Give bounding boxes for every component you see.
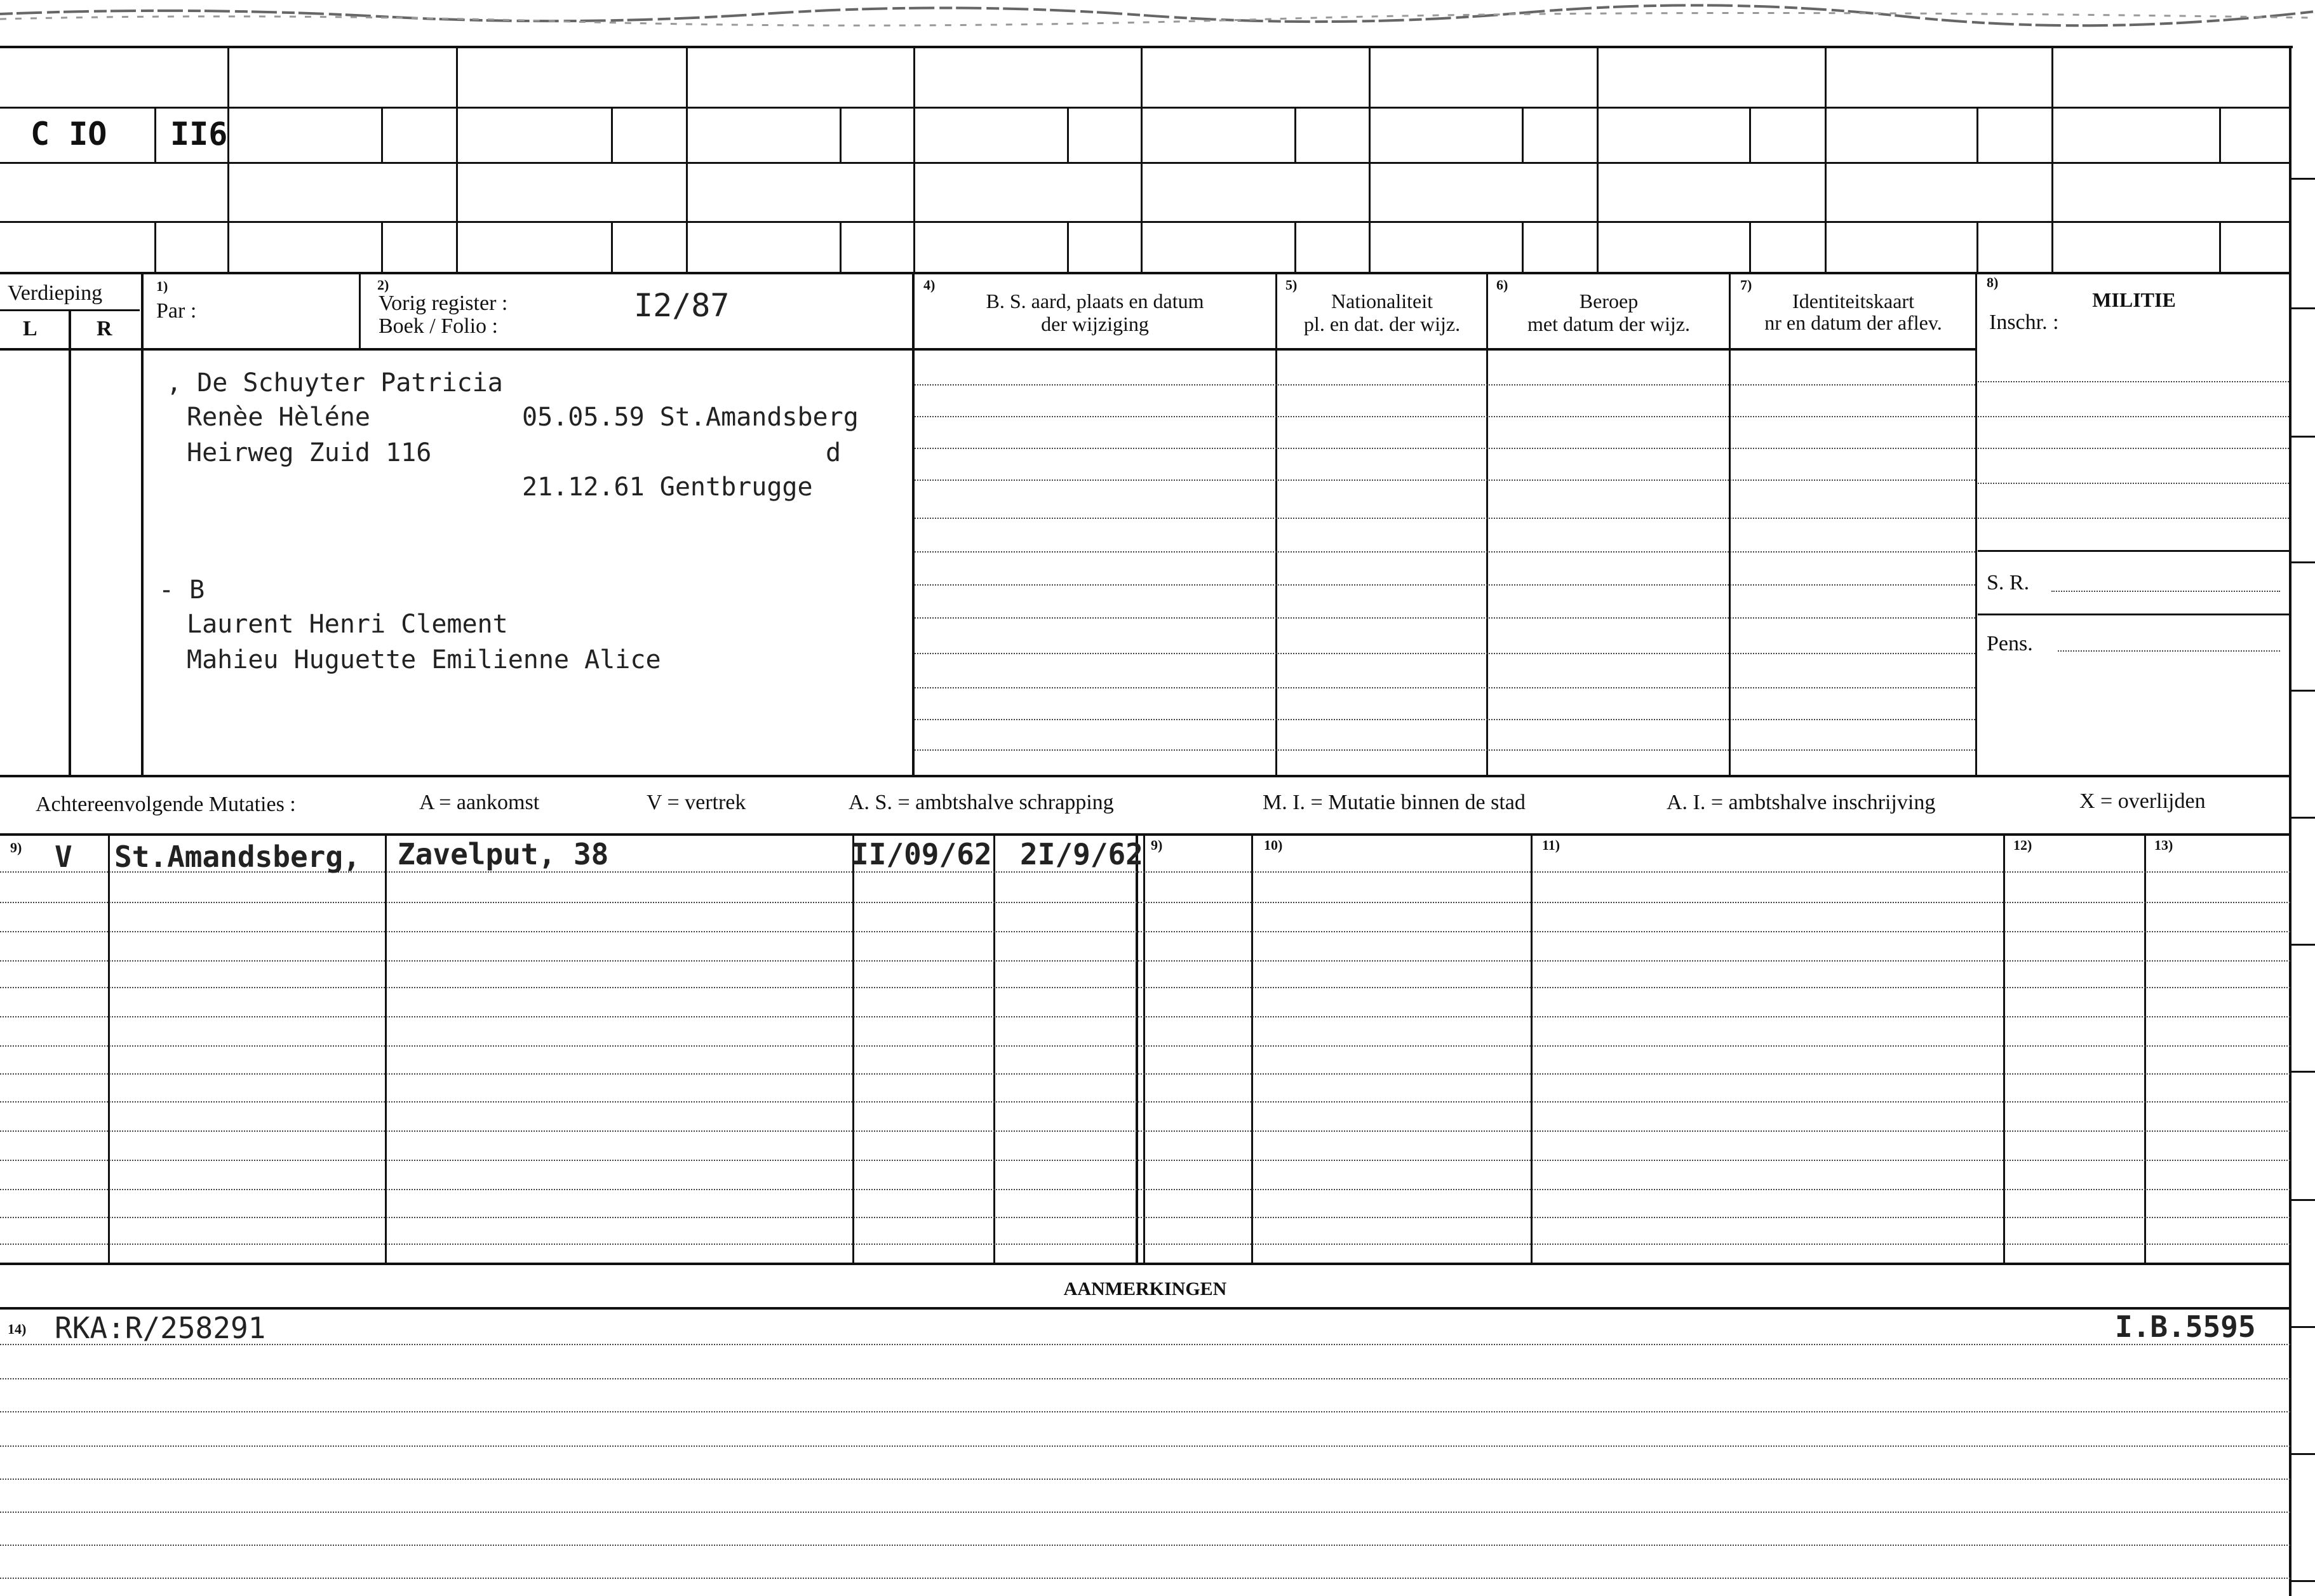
dotted-line [1978, 416, 2289, 417]
dotted-line [915, 584, 1975, 586]
nationality-header-1: Nationaliteit [1331, 290, 1433, 312]
dotted-line [0, 1545, 2290, 1546]
mutation-type: V [55, 840, 72, 874]
right-border [2289, 46, 2292, 1596]
r-label: R [97, 317, 112, 340]
grid-line [1136, 833, 1138, 1263]
edge-tick [2292, 1453, 2315, 1455]
l-label: L [23, 317, 37, 340]
edge-tick [2292, 1199, 2315, 1201]
grid-line [1141, 46, 1143, 272]
legend-as: A. S. = ambtshalve schrapping [849, 791, 1114, 814]
edge-tick [2292, 1071, 2315, 1073]
dotted-line [915, 479, 1975, 481]
pens-label: Pens. [1987, 632, 2033, 655]
grid-line [1294, 221, 1296, 272]
grid-line [0, 1307, 2290, 1310]
d-marker: d [826, 438, 842, 467]
grid-line [0, 272, 2290, 274]
vorig-register-value: I2/87 [634, 287, 730, 324]
grid-line [1825, 46, 1827, 272]
section-line [0, 775, 2290, 777]
dotted-line [0, 1479, 2290, 1480]
legend-ai: A. I. = ambtshalve inschrijving [1667, 791, 1936, 814]
scan-edge-noise [0, 0, 2315, 38]
grid-line [840, 221, 842, 272]
dotted-line [0, 1344, 2290, 1345]
militie-header: MILITIE [2092, 288, 2176, 311]
dotted-line [1978, 518, 2289, 519]
edge-tick [2292, 817, 2315, 819]
bs-header-2: der wijziging [1041, 312, 1149, 335]
edge-tick [2292, 690, 2315, 692]
grid-line [0, 221, 2290, 223]
dotted-line [0, 902, 2290, 903]
grid-line [912, 272, 915, 776]
edge-tick [2292, 1580, 2315, 1582]
grid-line [840, 107, 842, 162]
edge-tick [2292, 1326, 2315, 1328]
code-ii6: II6 [170, 116, 228, 152]
grid-line [1369, 46, 1371, 272]
birth-info: 05.05.59 St.Amandsberg [522, 403, 859, 432]
dotted-line [0, 931, 2290, 932]
vorig-register-label: Vorig register : [379, 292, 508, 315]
dotted-line [1978, 483, 2289, 484]
field-number: 4) [923, 277, 936, 293]
b-marker: - B [159, 575, 205, 605]
id-header-2: nr en datum der aflev. [1764, 311, 1942, 334]
grid-line [1978, 550, 2289, 552]
grid-line [1749, 221, 1751, 272]
dotted-line [915, 687, 1975, 688]
grid-line [1975, 272, 1977, 776]
field-number: 9) [1151, 837, 1163, 853]
beroep-header-2: met datum der wijz. [1527, 312, 1690, 335]
dotted-line [0, 1073, 2290, 1075]
grid-line [154, 221, 156, 272]
edge-tick [2292, 178, 2315, 180]
field-number: 7) [1740, 277, 1752, 293]
grid-line [611, 221, 613, 272]
grid-line [69, 309, 71, 776]
edge-tick [2292, 944, 2315, 946]
beroep-header-1: Beroep [1579, 290, 1639, 312]
dotted-line [0, 1016, 2290, 1017]
date-gentbrugge: 21.12.61 Gentbrugge [522, 473, 813, 502]
grid-line [0, 833, 2290, 836]
nationality-header-2: pl. en dat. der wijz. [1303, 312, 1461, 335]
dotted-line [915, 448, 1975, 449]
field-number: 1) [156, 278, 168, 294]
dotted-line [915, 749, 1975, 751]
grid-line [108, 833, 110, 1263]
field-number: 11) [1542, 837, 1560, 853]
father-name: Laurent Henri Clement [187, 610, 508, 639]
verdieping-label: Verdieping [8, 281, 103, 305]
field-number: 8) [1987, 274, 1999, 290]
grid-line [359, 272, 361, 348]
dotted-line [0, 1101, 2290, 1103]
mutation-date-2: 2I/9/62 [1020, 837, 1143, 871]
grid-line [1067, 107, 1069, 162]
field-number: 12) [2013, 837, 2032, 853]
remarks-title: AANMERKINGEN [1063, 1278, 1227, 1299]
grid-line [2144, 833, 2146, 1263]
mutation-place: St.Amandsberg, [114, 840, 361, 874]
dotted-line [1978, 448, 2289, 449]
header-bottom-line [0, 348, 1975, 351]
par-label: Par : [156, 299, 197, 323]
dotted-line [0, 1160, 2290, 1161]
dotted-line [0, 1578, 2290, 1579]
grid-line [611, 107, 613, 162]
dotted-line [915, 653, 1975, 654]
legend-x: X = overlijden [2079, 789, 2206, 813]
dotted-line [0, 1189, 2290, 1190]
edge-tick [2292, 561, 2315, 563]
grid-line [913, 46, 915, 272]
grid-line [2219, 107, 2221, 162]
grid-line [381, 107, 383, 162]
dotted-line [2058, 650, 2280, 652]
ib-number: I.B.5595 [2115, 1310, 2256, 1344]
inschr-label: Inschr. : [1989, 311, 2059, 334]
person-firstnames: Renèe Hèléne [187, 403, 370, 432]
grid-line [1729, 272, 1731, 776]
dotted-line [0, 1411, 2290, 1412]
grid-line [456, 46, 458, 272]
grid-line [0, 162, 2290, 164]
grid-line [1294, 107, 1296, 162]
top-border [0, 46, 2293, 48]
grid-line [852, 833, 854, 1263]
grid-line [1522, 107, 1524, 162]
boek-folio-label: Boek / Folio : [379, 314, 498, 338]
legend-a: A = aankomst [419, 791, 540, 814]
edge-tick [2292, 436, 2315, 438]
mutation-street: Zavelput, 38 [398, 837, 609, 871]
grid-line [686, 46, 688, 272]
dotted-line [0, 960, 2290, 962]
dotted-line [915, 617, 1975, 619]
code-c-io: C IO [30, 116, 107, 152]
dotted-line [1978, 381, 2289, 382]
mutation-date-1: II/09/62 [851, 837, 992, 871]
grid-line [993, 833, 995, 1263]
grid-line [1275, 272, 1277, 776]
dotted-line [0, 987, 2290, 988]
dotted-line [0, 1445, 2290, 1447]
dotted-line [0, 1244, 2290, 1245]
grid-line [154, 107, 156, 162]
grid-line [2051, 46, 2053, 272]
dotted-line [915, 551, 1975, 553]
grid-line [1251, 833, 1253, 1263]
person-name: , De Schuyter Patricia [166, 368, 503, 398]
grid-line [1522, 221, 1524, 272]
dotted-line [0, 1512, 2290, 1513]
dotted-line [0, 1217, 2290, 1218]
dotted-line [915, 518, 1975, 519]
grid-line [1531, 833, 1533, 1263]
grid-line [1978, 614, 2289, 615]
grid-line [2003, 833, 2005, 1263]
grid-line [385, 833, 387, 1263]
grid-line [1597, 46, 1599, 272]
grid-line [381, 221, 383, 272]
dotted-line [915, 384, 1975, 386]
dotted-line [2051, 591, 2280, 592]
field-number: 2) [377, 277, 389, 293]
address: Heirweg Zuid 116 [187, 438, 432, 467]
dotted-line [915, 416, 1975, 417]
mutations-legend-title: Achtereenvolgende Mutaties : [36, 793, 296, 816]
dotted-line [0, 1378, 2290, 1379]
grid-line [1976, 107, 1978, 162]
grid-line [1976, 221, 1978, 272]
grid-line [2219, 221, 2221, 272]
field-number: 6) [1496, 277, 1508, 293]
id-header-1: Identiteitskaart [1792, 290, 1914, 312]
grid-line [141, 272, 144, 776]
field-number: 13) [2154, 837, 2173, 853]
edge-tick [2292, 307, 2315, 309]
field-number: 10) [1264, 837, 1283, 853]
legend-mi: M. I. = Mutatie binnen de stad [1263, 791, 1526, 814]
field-number: 9) [10, 840, 22, 855]
grid-line [0, 107, 2290, 109]
legend-v: V = vertrek [647, 791, 746, 814]
bs-header-1: B. S. aard, plaats en datum [986, 290, 1204, 312]
field-number: 5) [1285, 277, 1298, 293]
sr-label: S. R. [1987, 571, 2030, 594]
dotted-line [0, 1130, 2290, 1132]
dotted-line [915, 719, 1975, 720]
grid-line [1749, 107, 1751, 162]
rka-number: RKA:R/258291 [55, 1311, 266, 1345]
grid-line [227, 46, 229, 272]
grid-line [0, 1263, 2290, 1265]
mother-name: Mahieu Huguette Emilienne Alice [187, 645, 661, 674]
grid-line [1486, 272, 1488, 776]
dotted-line [0, 1045, 2290, 1047]
field-number: 14) [8, 1321, 27, 1337]
grid-line [1067, 221, 1069, 272]
grid-line [1143, 833, 1145, 1263]
